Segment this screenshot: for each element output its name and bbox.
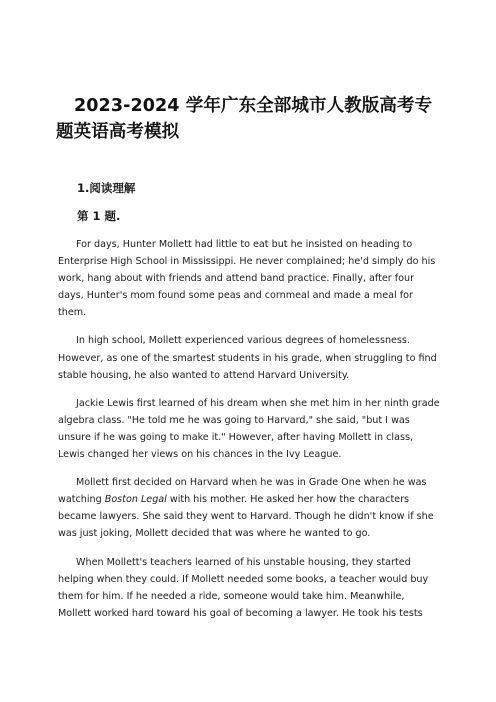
passage-body	[58, 236, 440, 633]
paragraph-3: Jackie Lewis first learned of his dream when she met him in her ninth grade algebra class. "He told me he was going to Harvard," she said, "but I was unsure if he was going to make it." However, after having Mollett in class, Lewis changed her views on his chances in the Ivy League.	[58, 397, 440, 461]
paragraph-1: For days, Hunter Mollett had little to eat but he insisted on heading to Enterprise High School in Mississippi. He never complained; he'd simply do his work, hang about with friends and attend band practice. Finally, after four days, Hunter's mom found some peas and cornmeal and made a meal for them.	[58, 239, 436, 319]
paragraph-4-before: Mollett first decided on Harvard when he was in Grade One when he was watching	[58, 477, 427, 506]
paragraph-5: When Mollett's teachers learned of his unstable housing, they started helping when they could. If Mollett needed some books, a teacher would buy them for him. If he needed a ride, someone would take him. Meanwhile, Mollett worked hard toward his goal of becoming a lawyer. He took his tests	[58, 556, 429, 619]
question-heading: 第 1 题.	[77, 209, 121, 223]
paragraph-4-after: with his mother. He asked her how the characters became lawyers. She said they went to Harvard. Though he didn't know if she was just joking, Mollett decided that was where he wanted to go.	[58, 494, 434, 540]
paragraph-2: In high school, Mollett experienced various degrees of homelessness. However, as one of the smartest students in his grade, when struggling to find stable housing, he also wanted to attend Harvard University.	[58, 335, 437, 381]
paragraph-4	[58, 474, 440, 542]
tv-show-title: Boston Legal	[104, 494, 167, 506]
document-title: 2023-2024 学年广东全部城市人教版高考专题英语高考模拟	[56, 96, 433, 142]
section-heading: 1.阅读理解	[77, 181, 136, 195]
